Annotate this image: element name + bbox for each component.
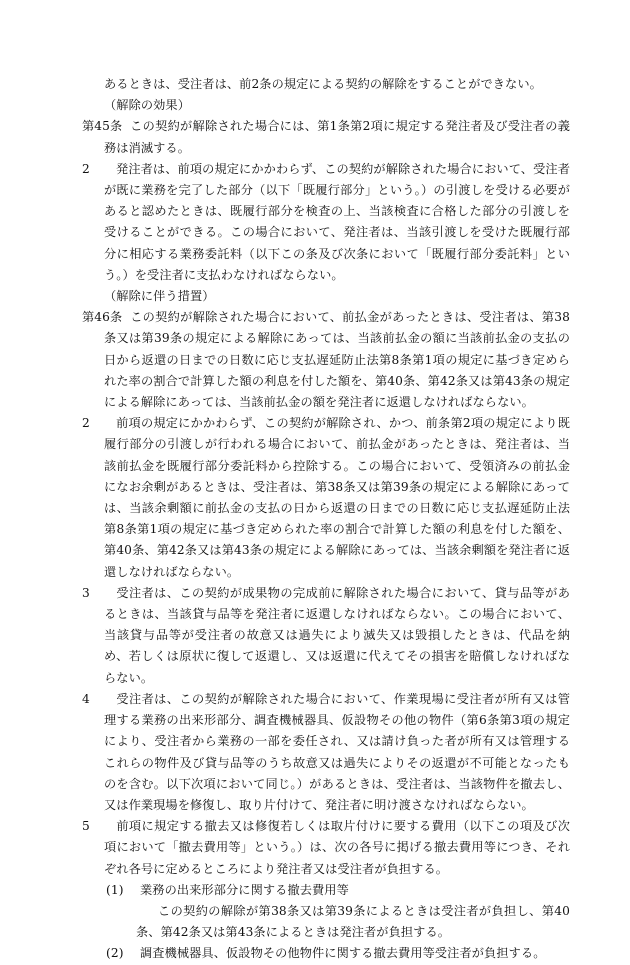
article-46-text: この契約が解除された場合において、前払金があったときは、受注者は、第38条又は第39条の規定による解除にあっては、当該前払金の額に当該前払金の支払の日から返還の日までの日数に応じ支払遅延防止法第8条第1項の規定に基づき定められた率の割合で計算した額の利息を付した額を、第40条、第42条又は第43条の規定による解除にあっては、当該前払金の額を発注者に返還しなければならない。 (104, 310, 570, 410)
article-45 (82, 116, 570, 158)
article-45-number: 第45条 (82, 119, 123, 134)
paragraph-number: 5 (82, 819, 90, 834)
paragraph-number: 2 (82, 161, 90, 176)
paragraph-text: 前項の規定にかかわらず、この契約が解除され、かつ、前条第2項の規定により既履行部分の引渡しが行われる場合において、前払金があったときは、発注者は、当該前払金を既履行部分委託料から控除する。この場合において、受領済みの前払金になお余剰があるときは、受注者は、第38条又は第39条の規定による解除にあっては、当該余剰額に前払金の支払の日から返還の日までの日数に応じ支払遅延防止法第8条第1項の規定に基づき定められた率の割合で計算した額の利息を付した額を、第40条、第42条又は第43条の規定による解除にあっては、当該余剰額を発注者に返還しなければならない。 (104, 416, 570, 579)
paragraph-number: 3 (82, 585, 90, 600)
item-1-text: この契約の解除が第38条又は第39条によるときは受注者が負担し、第40条、第42条又は第43条によるときは発注者が負担する。 (136, 903, 570, 940)
continuation-text: あるときは、受注者は、前2条の規定による契約の解除をすることができない。 (104, 77, 542, 91)
item-title: 業務の出来形部分に関する撤去費用等 (140, 882, 349, 897)
article-46-number: 第46条 (82, 310, 123, 325)
item-number: (1) (106, 882, 124, 897)
item-1-heading (82, 880, 570, 901)
paragraph-text: 受注者は、この契約が解除された場合において、作業現場に受注者が所有又は管理する業務の出来形部分、調査機械器具、仮設物その他の物件（第6条第3項の規定により、受注者から業務の一部を委任され、又は請け負った者が所有又は管理するこれらの物件及び貸与品等のうち故意又は過失によりその返還が不可能となったものを含む。以下次項において同じ。）があるときは、受注者は、当該物件を撤去し、又は作業現場を修復し、取り片付けて、発注者に明け渡さなければならない。 (104, 691, 570, 812)
article-46-caption: （解除に伴う措置） (104, 289, 215, 304)
article-46 (82, 307, 570, 413)
article-46-paragraph-5 (82, 816, 570, 880)
item-2-heading (82, 943, 570, 964)
article-45-text: この契約が解除された場合には、第1条第2項に規定する発注者及び受注者の義務は消滅する。 (104, 119, 570, 155)
article-45-paragraph-2 (82, 159, 570, 286)
article-46-paragraph-3 (82, 583, 570, 689)
article-46-paragraph-4 (82, 689, 570, 816)
article-45-caption: （解除の効果） (104, 98, 191, 113)
paragraph-text: 発注者は、前項の規定にかかわらず、この契約が解除された場合において、受注者が既に業務を完了した部分（以下「既履行部分」という。）の引渡しを受ける必要があると認めたときは、既履行部分を検査の上、当該検査に合格した部分の引渡しを受けることができる。この場合において、発注者は、当該引渡しを受けた既履行部分に相応する業務委託料（以下この条及び次条において「既履行部分委託料」という。）を受注者に支払わなければならない。 (104, 161, 570, 282)
item-number: (2) (106, 946, 124, 961)
paragraph-number: 4 (82, 691, 90, 706)
item-title: 調査機械器具、仮設物その他物件に関する撤去費用等受注者が負担する。 (140, 946, 546, 961)
paragraph-text: 前項に規定する撤去又は修復若しくは取片付けに要する費用（以下この項及び次項において「撤去費用等」という。）は、次の各号に掲げる撤去費用等につき、それぞれ各号に定めるところにより発注者又は受注者が負担する。 (104, 819, 570, 876)
paragraph-text: 受注者は、この契約が成果物の完成前に解除された場合において、貸与品等があるときは、当該貸与品等を発注者に返還しなければならない。この場合において、当該貸与品等が受注者の故意又は過失により滅失又は毀損したときは、代品を納め、若しくは原状に復して返還し、又は返還に代えてその損害を賠償しなければならない。 (104, 585, 570, 685)
article-46-paragraph-2 (82, 413, 570, 583)
paragraph-number: 2 (82, 416, 90, 431)
